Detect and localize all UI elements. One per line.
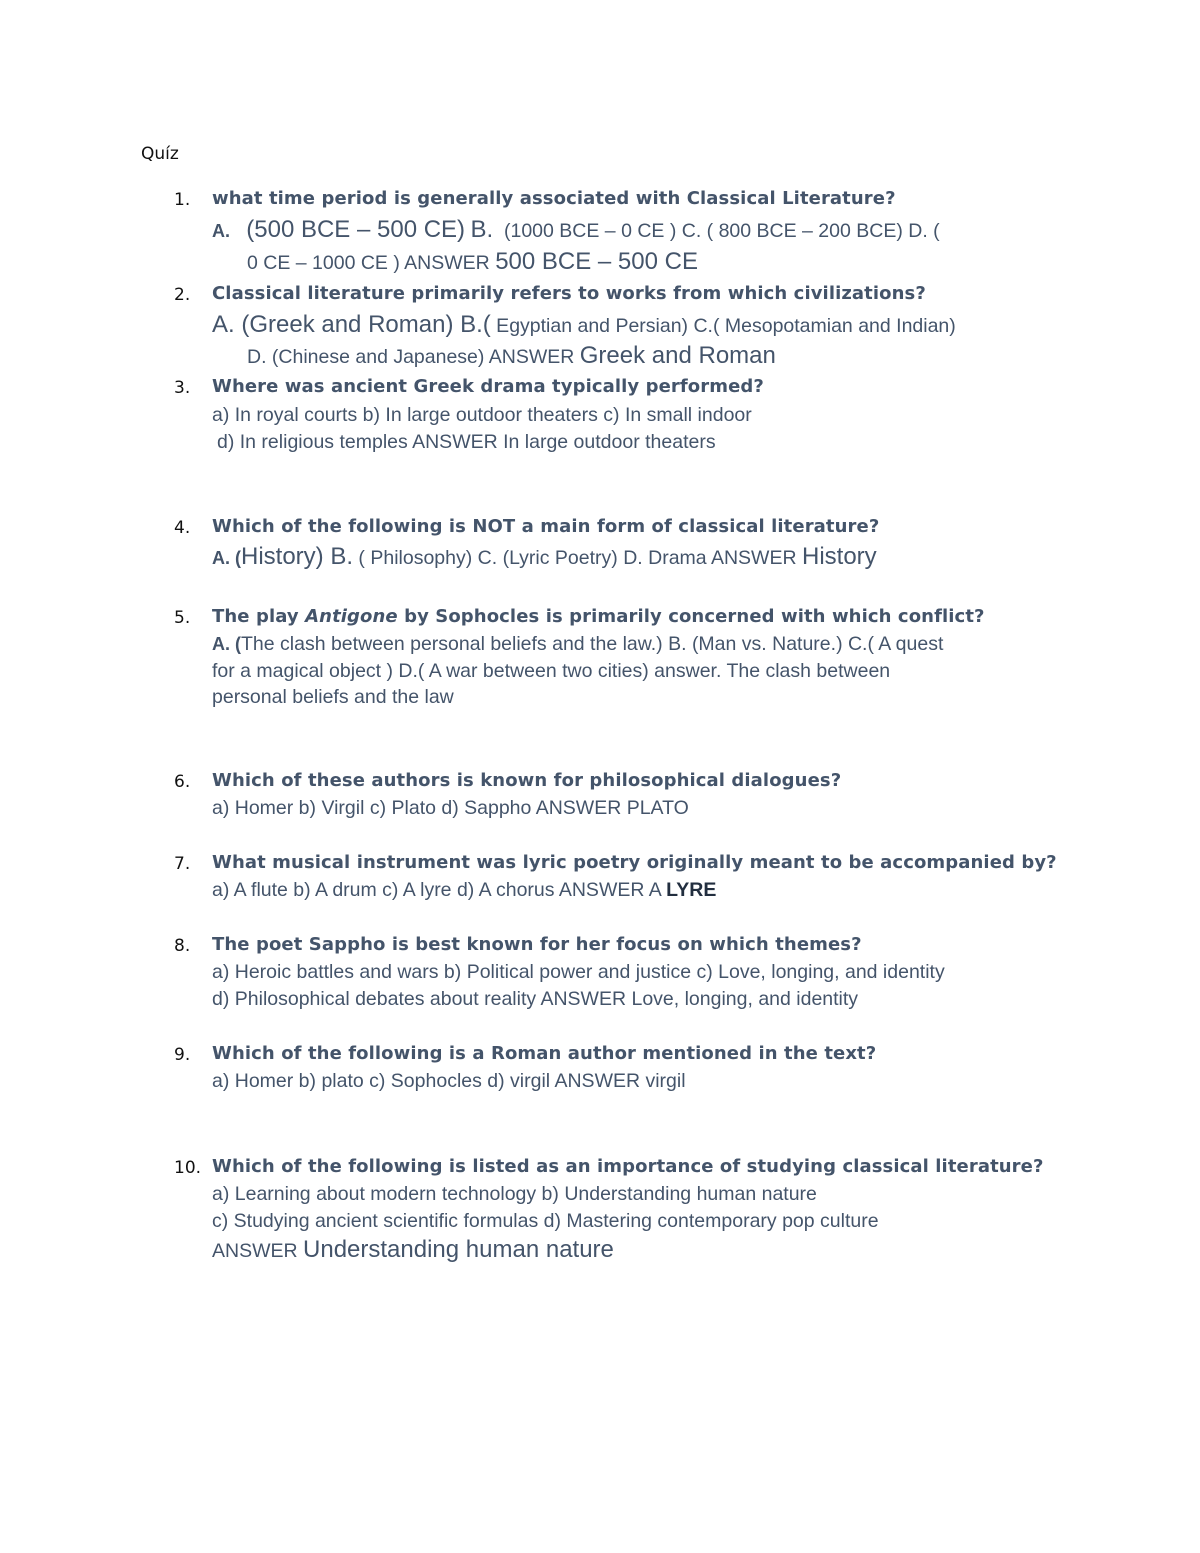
question-text: Which of these authors is known for philosophical dialogues? — [212, 770, 842, 791]
question-number: 6. — [174, 772, 191, 792]
question-text: The poet Sappho is best known for her focus on which themes? — [212, 934, 862, 955]
answer-options: a) In royal courts b) In large outdoor theaters c) In small indoor — [212, 404, 752, 426]
answer-options: c) Studying ancient scientific formulas d) Mastering contemporary pop culture — [212, 1210, 879, 1232]
document-title: Quíz — [141, 144, 179, 164]
question-text: The play Antigone by Sophocles is primarily concerned with which conflict? — [212, 606, 985, 627]
question-text: Which of the following is a Roman author mentioned in the text? — [212, 1043, 877, 1064]
answer-options: d) Philosophical debates about reality ANSWER Love, longing, and identity — [212, 988, 859, 1010]
question-number: 7. — [174, 854, 191, 874]
correct-answer: 500 BCE – 500 CE — [495, 248, 698, 275]
correct-answer: History — [801, 543, 877, 570]
question-number: 3. — [174, 378, 191, 398]
question-text: Which of the following is listed as an importance of studying classical literature? — [212, 1156, 1044, 1177]
question-text: What musical instrument was lyric poetry originally meant to be accompanied by? — [212, 852, 1057, 873]
question-text: Which of the following is NOT a main form of classical literature? — [212, 516, 880, 537]
question-number: 1. — [174, 190, 191, 210]
answer-options: 0 CE – 1000 CE ) ANSWER 500 BCE – 500 CE — [247, 248, 698, 275]
question-number: 9. — [174, 1045, 191, 1065]
question-number: 10. — [174, 1158, 202, 1178]
question-number: 5. — [174, 608, 191, 628]
answer-options: personal beliefs and the law — [212, 686, 454, 708]
answer-options: A. (Greek and Roman) B.( Egyptian and Persian) C.( Mesopotamian and Indian) — [212, 311, 956, 338]
answer-options: a) Homer b) plato c) Sophocles d) virgil ANSWER virgil — [212, 1070, 686, 1092]
answer-options: A. (The clash between personal beliefs and the law.) B. (Man vs. Nature.) C.( A quest — [212, 633, 944, 655]
question-text: Where was ancient Greek drama typically performed? — [212, 376, 764, 397]
correct-answer: Understanding human nature — [303, 1236, 614, 1263]
answer-options: for a magical object ) D.( A war between two cities) answer. The clash between — [212, 660, 891, 682]
question-number: 4. — [174, 518, 191, 538]
answer-options: d) In religious temples ANSWER In large outdoor theaters — [217, 431, 716, 453]
question-text: what time period is generally associated with Classical Literature? — [212, 188, 896, 209]
answer-options: D. (Chinese and Japanese) ANSWER Greek and Roman — [247, 342, 776, 369]
answer-options: ANSWER Understanding human nature — [212, 1236, 614, 1263]
correct-answer: Greek and Roman — [579, 342, 776, 369]
answer-options: A. (500 BCE – 500 CE) B. (1000 BCE – 0 CE ) C. ( 800 BCE – 200 BCE) D. ( — [212, 216, 940, 243]
answer-options: a) Homer b) Virgil c) Plato d) Sappho ANSWER PLATO — [212, 797, 689, 819]
correct-answer: LYRE — [666, 879, 717, 901]
answer-options: a) Learning about modern technology b) Understanding human nature — [212, 1183, 817, 1205]
answer-options: a) Heroic battles and wars b) Political power and justice c) Love, longing, and identity — [212, 961, 945, 983]
question-text: Classical literature primarily refers to works from which civilizations? — [212, 283, 926, 304]
question-number: 2. — [174, 285, 191, 305]
question-number: 8. — [174, 936, 191, 956]
answer-options: A. (History) B. ( Philosophy) C. (Lyric Poetry) D. Drama ANSWER History — [212, 543, 877, 570]
answer-options: a) A flute b) A drum c) A lyre d) A chorus ANSWER A LYRE — [212, 879, 717, 901]
